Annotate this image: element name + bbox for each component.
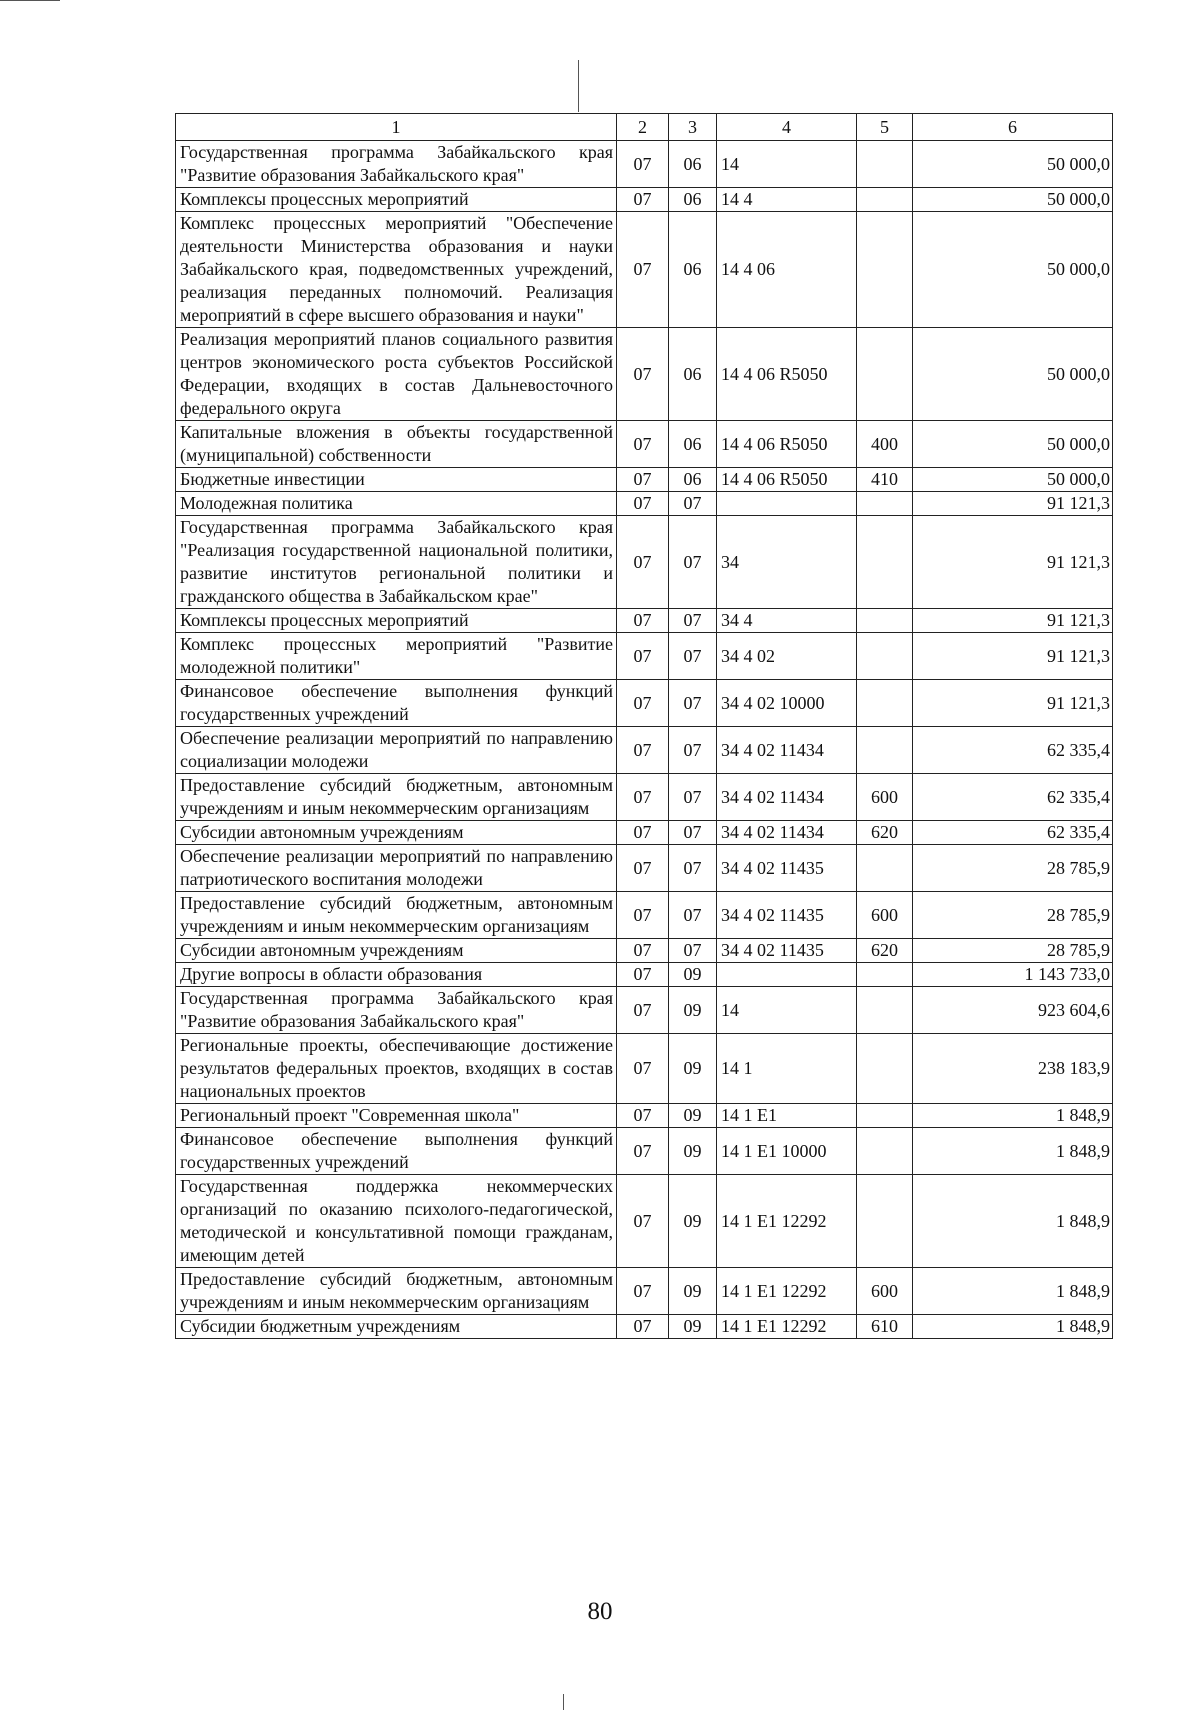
table-row [176,821,1113,845]
row-section: 07 [617,987,669,1034]
row-section: 07 [617,609,669,633]
table-row [176,892,1113,939]
budget-table [175,113,1113,1339]
row-target-code: 14 4 [717,188,857,212]
row-amount: 50 000,0 [913,212,1113,328]
row-target-code: 14 1 E1 12292 [717,1315,857,1339]
table-row [176,492,1113,516]
row-name: Обеспечение реализации мероприятий по направлению патриотического воспитания молодежи [176,845,617,892]
row-expense-type [857,727,913,774]
row-expense-type: 400 [857,421,913,468]
row-section: 07 [617,1128,669,1175]
row-amount: 923 604,6 [913,987,1113,1034]
row-name: Государственная программа Забайкальского края "Развитие образования Забайкальского края" [176,141,617,188]
row-section: 07 [617,633,669,680]
row-expense-type [857,987,913,1034]
row-subsection: 07 [669,609,717,633]
row-name: Субсидии автономным учреждениям [176,939,617,963]
row-section: 07 [617,821,669,845]
row-amount: 1 848,9 [913,1268,1113,1315]
row-name: Комплексы процессных мероприятий [176,188,617,212]
row-section: 07 [617,492,669,516]
table-row [176,212,1113,328]
row-amount: 62 335,4 [913,774,1113,821]
row-target-code: 34 4 02 11434 [717,774,857,821]
row-subsection: 09 [669,1128,717,1175]
row-amount: 62 335,4 [913,727,1113,774]
row-name: Бюджетные инвестиции [176,468,617,492]
table-row [176,939,1113,963]
row-expense-type: 610 [857,1315,913,1339]
row-amount: 28 785,9 [913,892,1113,939]
row-name: Обеспечение реализации мероприятий по направлению социализации молодежи [176,727,617,774]
row-amount: 91 121,3 [913,516,1113,609]
row-target-code: 14 [717,987,857,1034]
row-expense-type [857,680,913,727]
row-amount: 1 848,9 [913,1315,1113,1339]
column-header: 3 [669,114,717,141]
row-section: 07 [617,727,669,774]
table-row [176,141,1113,188]
column-header: 6 [913,114,1113,141]
row-expense-type [857,633,913,680]
row-name: Финансовое обеспечение выполнения функций государственных учреждений [176,1128,617,1175]
row-expense-type [857,845,913,892]
row-target-code: 34 4 02 11434 [717,821,857,845]
row-name: Комплекс процессных мероприятий "Развитие молодежной политики" [176,633,617,680]
row-expense-type [857,609,913,633]
row-amount: 91 121,3 [913,680,1113,727]
scan-binding-line [578,60,579,112]
row-amount: 1 848,9 [913,1175,1113,1268]
budget-table-container [175,113,1112,1339]
row-amount: 62 335,4 [913,821,1113,845]
row-section: 07 [617,845,669,892]
row-subsection: 09 [669,1034,717,1104]
row-name: Предоставление субсидий бюджетным, автономным учреждениям и иным некоммерческим организациям [176,892,617,939]
scan-bottom-mark [563,1694,564,1710]
row-subsection: 06 [669,212,717,328]
row-target-code: 34 4 02 10000 [717,680,857,727]
row-expense-type: 620 [857,821,913,845]
row-expense-type [857,141,913,188]
row-amount: 50 000,0 [913,328,1113,421]
row-expense-type [857,328,913,421]
table-row [176,516,1113,609]
row-amount: 91 121,3 [913,492,1113,516]
row-expense-type: 600 [857,1268,913,1315]
row-expense-type [857,188,913,212]
table-row [176,468,1113,492]
table-row [176,633,1113,680]
table-row [176,421,1113,468]
row-target-code: 14 4 06 [717,212,857,328]
row-target-code: 14 1 [717,1034,857,1104]
row-subsection: 09 [669,963,717,987]
row-section: 07 [617,1175,669,1268]
table-row [176,845,1113,892]
row-expense-type [857,212,913,328]
row-target-code: 14 4 06 R5050 [717,421,857,468]
row-section: 07 [617,421,669,468]
row-amount: 1 143 733,0 [913,963,1113,987]
row-subsection: 09 [669,987,717,1034]
table-row [176,774,1113,821]
row-target-code: 34 [717,516,857,609]
row-name: Субсидии бюджетным учреждениям [176,1315,617,1339]
row-target-code: 14 1 E1 10000 [717,1128,857,1175]
column-header: 1 [176,114,617,141]
table-row [176,609,1113,633]
row-subsection: 07 [669,845,717,892]
row-amount: 1 848,9 [913,1128,1113,1175]
row-subsection: 07 [669,516,717,609]
row-subsection: 07 [669,680,717,727]
row-target-code: 34 4 02 [717,633,857,680]
row-amount: 91 121,3 [913,609,1113,633]
row-subsection: 09 [669,1175,717,1268]
table-row [176,1128,1113,1175]
row-target-code: 14 [717,141,857,188]
row-expense-type: 620 [857,939,913,963]
row-subsection: 09 [669,1104,717,1128]
row-amount: 50 000,0 [913,468,1113,492]
table-row [176,1034,1113,1104]
row-section: 07 [617,516,669,609]
row-section: 07 [617,939,669,963]
row-target-code: 34 4 02 11434 [717,727,857,774]
table-row [176,1104,1113,1128]
column-header: 2 [617,114,669,141]
row-section: 07 [617,468,669,492]
row-expense-type: 410 [857,468,913,492]
row-expense-type [857,492,913,516]
row-name: Региональные проекты, обеспечивающие достижение результатов федеральных проектов, входящих в состав национальных проектов [176,1034,617,1104]
row-subsection: 07 [669,892,717,939]
row-amount: 50 000,0 [913,141,1113,188]
table-row [176,1268,1113,1315]
row-subsection: 06 [669,141,717,188]
row-amount: 238 183,9 [913,1034,1113,1104]
row-section: 07 [617,1104,669,1128]
row-amount: 91 121,3 [913,633,1113,680]
row-name: Комплекс процессных мероприятий "Обеспечение деятельности Министерства образования и науки Забайкальского края, подведомственных учреждений, реализация переданных полномочий. Реализация мероприятий в сфере высшего образования и науки" [176,212,617,328]
row-amount: 28 785,9 [913,845,1113,892]
row-expense-type [857,1175,913,1268]
row-target-code: 34 4 02 11435 [717,845,857,892]
row-target-code: 14 4 06 R5050 [717,468,857,492]
row-amount: 50 000,0 [913,188,1113,212]
row-section: 07 [617,188,669,212]
table-row [176,188,1113,212]
row-section: 07 [617,141,669,188]
row-amount: 28 785,9 [913,939,1113,963]
column-header: 5 [857,114,913,141]
row-target-code: 14 1 E1 [717,1104,857,1128]
row-section: 07 [617,1034,669,1104]
row-target-code: 34 4 02 11435 [717,939,857,963]
row-name: Предоставление субсидий бюджетным, автономным учреждениям и иным некоммерческим организациям [176,1268,617,1315]
row-name: Капитальные вложения в объекты государственной (муниципальной) собственности [176,421,617,468]
row-section: 07 [617,212,669,328]
row-name: Финансовое обеспечение выполнения функций государственных учреждений [176,680,617,727]
row-target-code: 34 4 02 11435 [717,892,857,939]
row-expense-type [857,1128,913,1175]
row-target-code [717,492,857,516]
table-body [176,141,1113,1339]
row-target-code [717,963,857,987]
row-name: Реализация мероприятий планов социального развития центров экономического роста субъектов Российской Федерации, входящих в состав Дальневосточного федерального округа [176,328,617,421]
row-name: Другие вопросы в области образования [176,963,617,987]
row-name: Государственная поддержка некоммерческих организаций по оказанию психолого-педагогической, методической и консультативной помощи гражданам, имеющим детей [176,1175,617,1268]
row-target-code: 14 4 06 R5050 [717,328,857,421]
row-subsection: 07 [669,939,717,963]
row-target-code: 14 1 E1 12292 [717,1268,857,1315]
row-section: 07 [617,774,669,821]
row-subsection: 09 [669,1315,717,1339]
row-target-code: 14 1 E1 12292 [717,1175,857,1268]
row-amount: 50 000,0 [913,421,1113,468]
row-subsection: 07 [669,821,717,845]
row-subsection: 09 [669,1268,717,1315]
row-target-code: 34 4 [717,609,857,633]
row-expense-type: 600 [857,892,913,939]
row-name: Региональный проект "Современная школа" [176,1104,617,1128]
row-subsection: 06 [669,188,717,212]
row-section: 07 [617,680,669,727]
row-section: 07 [617,892,669,939]
row-name: Молодежная политика [176,492,617,516]
row-expense-type: 600 [857,774,913,821]
row-section: 07 [617,1315,669,1339]
table-row [176,328,1113,421]
header-row [176,114,1113,141]
table-row [176,1315,1113,1339]
table-row [176,680,1113,727]
row-subsection: 07 [669,727,717,774]
table-row [176,963,1113,987]
row-expense-type [857,516,913,609]
row-subsection: 07 [669,774,717,821]
row-name: Предоставление субсидий бюджетным, автономным учреждениям и иным некоммерческим организациям [176,774,617,821]
row-name: Государственная программа Забайкальского края "Реализация государственной национальной политики, развитие институтов региональной политики и гражданского общества в Забайкальском крае" [176,516,617,609]
column-header: 4 [717,114,857,141]
row-name: Государственная программа Забайкальского края "Развитие образования Забайкальского края" [176,987,617,1034]
row-subsection: 06 [669,468,717,492]
row-name: Комплексы процессных мероприятий [176,609,617,633]
table-row [176,727,1113,774]
page-number: 80 [587,1598,613,1625]
row-section: 07 [617,1268,669,1315]
table-row [176,987,1113,1034]
row-name: Субсидии автономным учреждениям [176,821,617,845]
row-subsection: 07 [669,492,717,516]
row-section: 07 [617,328,669,421]
scan-edge-line [0,0,60,1]
row-subsection: 06 [669,421,717,468]
row-section: 07 [617,963,669,987]
row-expense-type [857,963,913,987]
row-subsection: 07 [669,633,717,680]
row-subsection: 06 [669,328,717,421]
row-amount: 1 848,9 [913,1104,1113,1128]
row-expense-type [857,1034,913,1104]
row-expense-type [857,1104,913,1128]
table-row [176,1175,1113,1268]
